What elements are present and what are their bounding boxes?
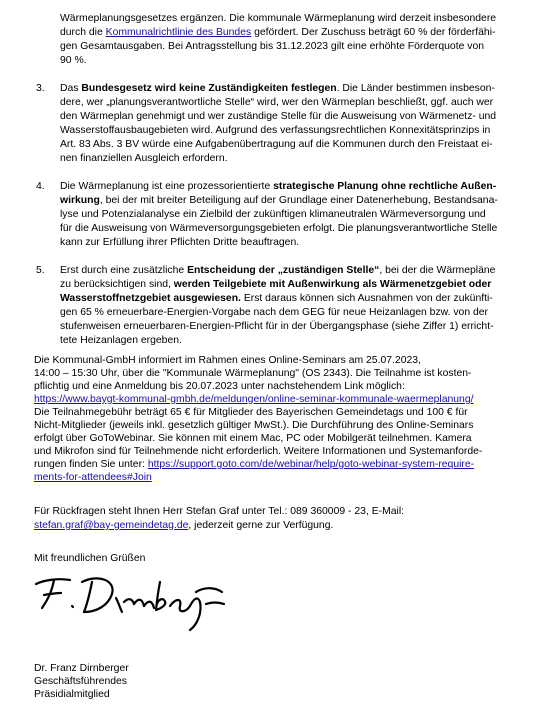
list-number: 3. <box>36 83 45 94</box>
bold-text: werden Teilgebiete mit Außenwirkung als Wärmenetzgebiet oder <box>173 279 492 290</box>
goto-system-requirements-link-cont[interactable]: ments-for-attendees#Join <box>34 472 152 483</box>
text-line <box>34 471 152 485</box>
text-line: lyse und Potenzialanalyse ein Zielbild der zukünftigen klimaneutralen Wärmeversorgung und <box>60 209 486 220</box>
text-line: Wärmeplanungsgesetzes ergänzen. Die kommunale Wärmeplanung wird derzeit insbesondere <box>60 13 497 24</box>
signer-role: Geschäftsführendes <box>34 676 127 687</box>
bold-text: Wasserstoffnetzgebiet ausgewiesen. <box>60 293 241 304</box>
text-line: Die Teilnahmegebühr beträgt 65 € für Mitglieder des Bayerischen Gemeindetags und 100 € für <box>34 407 468 418</box>
text-line: dere, wer „planungsverantwortliche Stelle“ wird, wer den Wärmeplan beschließt, ggf. auch wer <box>60 97 494 108</box>
signer-name: Dr. Franz Dirnberger <box>34 663 129 674</box>
text-line: 90 %. <box>60 55 87 66</box>
text-segment: rungen finden Sie unter: <box>34 459 148 470</box>
text-line <box>60 194 498 208</box>
text-line <box>60 264 495 278</box>
text-segment: Die Wärmeplanung ist eine prozessorientierte <box>60 181 274 192</box>
text-line: 14:00 – 15:30 Uhr, über die "Kommunale Wärmeplanung" (OS 2343). Die Teilnahme ist kosten- <box>34 368 472 379</box>
text-line: gen Gesamtausgaben. Bei Antragsstellung bis 31.12.2023 gilt eine erhöhte Förderquote von <box>60 41 484 52</box>
text-line: Wasserstoffausbaugebieten wird. Aufgrund des verfassungsrechtlichen Konnexitätsprinzips in <box>60 125 491 136</box>
bold-text: Bundesgesetz wird keine Zuständigkeiten festlegen <box>81 83 337 94</box>
text-segment: . Die Länder bestimmen insbeson- <box>336 83 495 94</box>
handwritten-signature <box>30 568 240 638</box>
list-number: 4. <box>36 181 45 192</box>
text-segment: durch die <box>60 27 106 38</box>
text-line <box>34 519 333 533</box>
bold-text: Entscheidung der „zuständigen Stelle“ <box>187 265 380 276</box>
text-line: Für Rückfragen steht Ihnen Herr Stefan Graf unter Tel.: 089 360009 - 23, E-Mail: <box>34 506 405 517</box>
text-segment: zu berücksichtigen sind, <box>60 279 174 290</box>
text-line: tete Heizanlagen ergeben. <box>60 335 182 346</box>
text-line <box>60 292 493 306</box>
bold-text: wirkung <box>60 195 100 206</box>
text-line <box>60 278 491 292</box>
closing-text: Mit freundlichen Grüßen <box>34 553 146 564</box>
text-line: pflichtig und eine Anmeldung bis 20.07.2023 unter nachstehendem Link möglich: <box>34 381 405 392</box>
text-line <box>60 26 495 40</box>
text-segment: Erst daraus können sich Ausnahmen von der zukünfti- <box>240 293 493 304</box>
kommunalrichtlinie-link[interactable]: Kommunalrichtlinie des Bundes <box>105 27 252 38</box>
text-line: Art. 83 Abs. 3 BV würde eine Aufgabenübertragung auf die Kommunen durch den Freistaat ei- <box>60 139 493 150</box>
text-segment: gefördert. Der Zuschuss beträgt 60 % der förderfähi- <box>251 27 496 38</box>
text-segment: Das <box>60 83 82 94</box>
text-line: gen 65 % erneuerbare-Energien-Vorgabe nach dem GEG für neue Heizanlagen bzw. von der <box>60 307 489 318</box>
text-segment: , jederzeit gerne zur Verfügung. <box>188 520 334 531</box>
goto-system-requirements-link[interactable]: https://support.goto.com/de/webinar/help/goto-webinar-system-require- <box>147 459 475 470</box>
text-line <box>34 393 474 407</box>
text-line: stufenweisen erneuerbaren-Energien-Pflicht für in der Übergangsphase (siehe Ziffer 1) erricht- <box>60 321 494 332</box>
email-link[interactable]: stefan.graf@bay-gemeindetag.de <box>34 520 189 531</box>
signer-role: Präsidialmitglied <box>34 689 110 700</box>
text-segment: , bei der mit breiter Beteiligung auf der Grundlage einer Datenerhebung, Bestandsana- <box>99 195 498 206</box>
text-line: Nicht-Mitglieder (jeweils inkl. gesetzlich gültiger MwSt.). Die Durchführung des Online-Seminars <box>34 420 474 431</box>
text-line: nen finanziellen Ausgleich erfordern. <box>60 153 228 164</box>
bold-text: strategische Planung ohne rechtliche Außen- <box>273 181 497 192</box>
text-segment: , bei der die Wärmepläne <box>379 265 496 276</box>
text-line: den Wärmeplan genehmigt und wer zuständige Stelle für die Ausweisung von Wärmenetz- und <box>60 111 497 122</box>
text-line: Die Kommunal-GmbH informiert im Rahmen eines Online-Seminars am 25.07.2023, <box>34 355 421 366</box>
text-segment: Erst durch eine zusätzliche <box>60 265 188 276</box>
list-number: 5. <box>36 265 45 276</box>
text-line <box>60 180 496 194</box>
text-line: und Mikrofon sind für Teilnehmende nicht erforderlich. Weitere Informationen und Systemanforde- <box>34 446 483 457</box>
text-line: für die Ausweisung von Wärmeversorgungsgebieten erfolgt. Die planungsverantwortliche Stelle <box>60 223 498 234</box>
text-line: kann zur Erfüllung ihrer Pflichten Dritte beauftragen. <box>60 237 300 248</box>
seminar-registration-link[interactable]: https://www.baygt-kommunal-gmbh.de/meldungen/online-seminar-kommunale-waermeplanung/ <box>34 394 474 405</box>
text-line <box>60 82 495 96</box>
text-line <box>34 458 474 472</box>
text-line: erfolgt über GoToWebinar. Sie können mit einem Mac, PC oder Mobilgerät teilnehmen. Kamera <box>34 433 472 444</box>
